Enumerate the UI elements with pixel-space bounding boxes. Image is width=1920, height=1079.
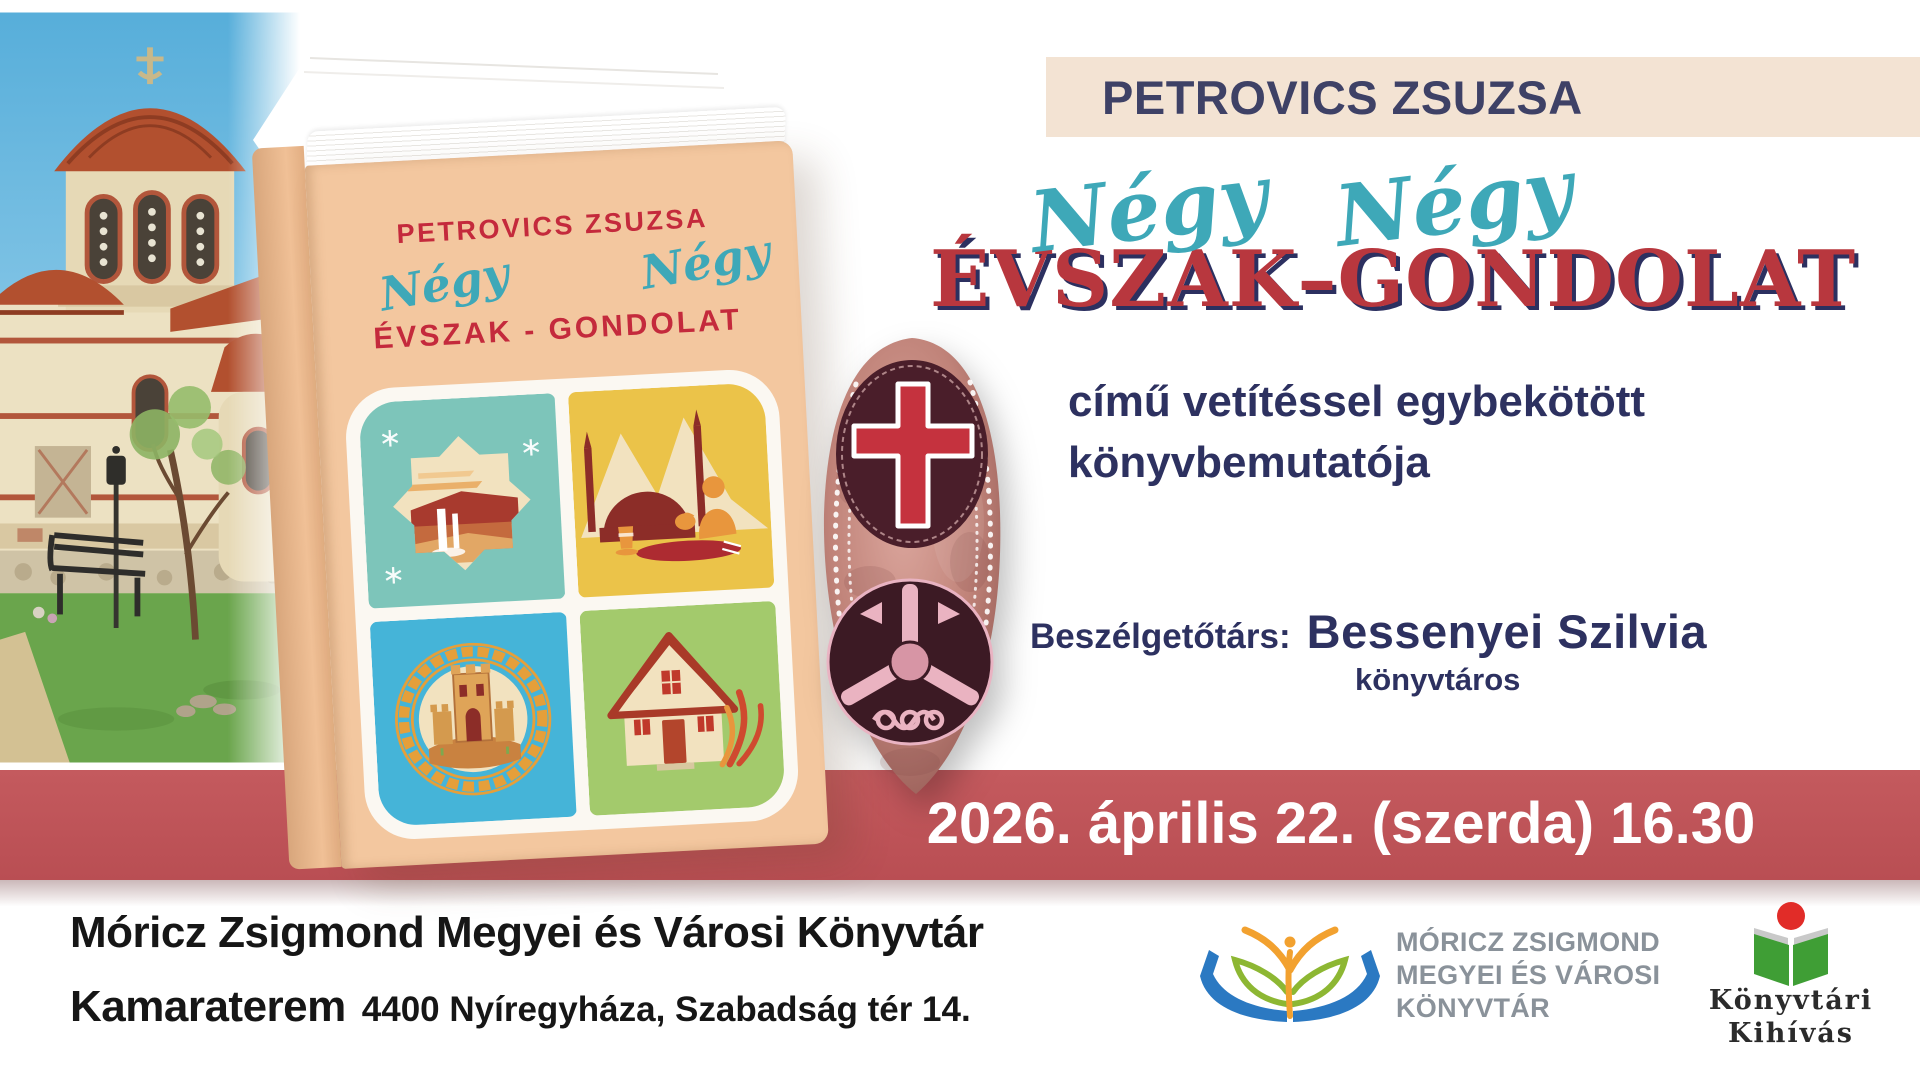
- painted-stone-image: [790, 332, 1035, 800]
- speaker-role: könyvtáros: [1355, 662, 1521, 697]
- book-cover-author: PETROVICS ZSUZSA: [395, 202, 709, 250]
- panel-village-house: [579, 600, 786, 816]
- challenge-logo-line2: Kihívás: [1728, 1018, 1854, 1049]
- venue-address: 4400 Nyíregyháza, Szabadság tér 14.: [361, 990, 971, 1029]
- date-band-shadow: [0, 880, 1920, 910]
- challenge-logo-text: [1698, 984, 1884, 1050]
- book-cover-panel-grid: [344, 367, 801, 841]
- speaker-row: [1030, 604, 1707, 659]
- challenge-logo-icon: [1746, 900, 1836, 988]
- panel-winter-canyon: [358, 393, 565, 609]
- speaker-name: Bessenyei Szilvia: [1306, 605, 1708, 658]
- library-logo-line3: KÖNYVTÁR: [1396, 993, 1550, 1023]
- author-header-text: PETROVICS ZSUZSA: [1102, 70, 1583, 124]
- book-front-cover: [305, 140, 829, 869]
- venue-name: Móricz Zsigmond Megyei és Városi Könyvtár: [70, 908, 984, 957]
- library-logo-line2: MEGYEI ÉS VÁROSI: [1396, 960, 1661, 990]
- title-script-left: Négy: [1024, 144, 1273, 273]
- author-header-strip: [1046, 57, 1920, 137]
- speaker-label: Beszélgetőtárs:: [1030, 617, 1291, 656]
- library-logo-text: [1396, 926, 1660, 1025]
- subtitle-line2: könyvbemutatója: [1068, 437, 1430, 487]
- open-book-sprout-icon: [1195, 912, 1385, 1032]
- venue-line2: [70, 982, 984, 1032]
- challenge-logo-line1: Könyvtári: [1708, 985, 1874, 1016]
- subtitle-block: [1068, 372, 1645, 493]
- library-logo-line1: MÓRICZ ZSIGMOND: [1396, 927, 1660, 957]
- book-cover-title: ÉVSZAK - GONDOLAT: [372, 303, 743, 356]
- book-cover-script-left: Négy: [375, 245, 513, 322]
- event-datetime: 2026. április 22. (szerda) 16.30: [926, 791, 1756, 856]
- library-logo-icon: [1195, 912, 1385, 1032]
- panel-mosque-tea: [567, 382, 774, 598]
- title-script-right: Négy: [1329, 138, 1578, 267]
- book-mockup: [251, 106, 829, 873]
- panel-castle: [370, 611, 577, 827]
- book-cover-script-right: Négy: [636, 224, 775, 300]
- subtitle-line1: című vetítéssel egybekötött: [1068, 377, 1646, 426]
- main-title: ÉVSZAK–GONDOLAT: [930, 234, 1857, 325]
- green-book-red-sun-icon: [1746, 900, 1836, 988]
- venue-block: [70, 908, 984, 1032]
- venue-room: Kamaraterem: [70, 982, 346, 1031]
